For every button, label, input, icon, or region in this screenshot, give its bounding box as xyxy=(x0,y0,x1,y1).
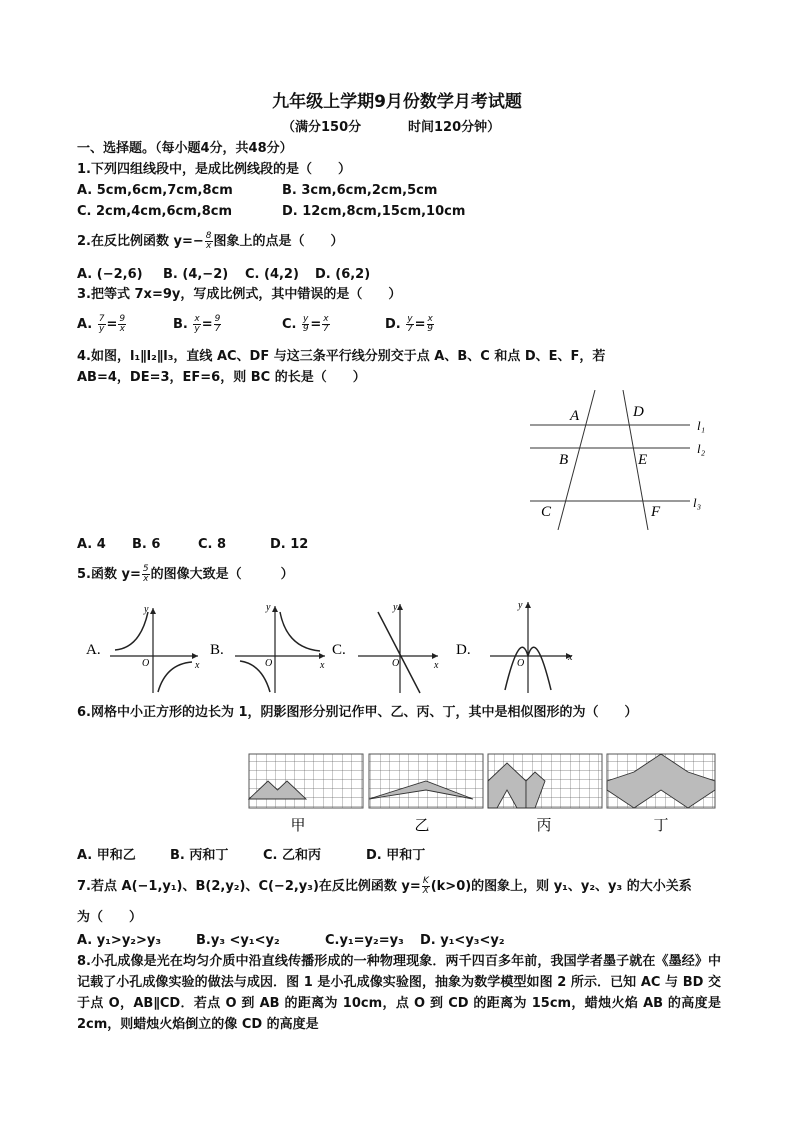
q3-option-d: D. $\frac{y}{7}$ = $\frac{x}{9}$ xyxy=(385,314,434,334)
grid-yi xyxy=(369,754,483,808)
q8-text: 8.小孔成像是光在均匀介质中沿直线传播形成的一种物理现象．两千四百多年前，我国学者墨子就在《墨经》中记载了小孔成像实验的做法与成因．图 1 是小孔成像实验图，抽象为数学模型如图 2 所示．已知 AC 与 BD 交于点 O，AB∥CD．若点 O 到 AB 的距离为 10cm，点 O 到 CD 的距离为 15cm，蜡烛火焰 AB 的高度是 2cm，则蜡烛火焰倒立的像 CD 的高度是 xyxy=(77,954,721,1032)
q5-stem-post: 的图像大致是（ ） xyxy=(150,567,294,582)
q7-option-c: C.y₁=y₂=y₃ xyxy=(325,933,404,948)
svg-text:O: O xyxy=(392,658,400,669)
q6-stem: 6.网格中小正方形的边长为 1，阴影图形分别记作甲、乙、丙、丁，其中是相似图形的为（ ） xyxy=(77,705,638,720)
subtitle-score: （满分150分 xyxy=(282,120,362,135)
q3-stem: 3.把等式 7x=9y，写成比例式，其中错误的是（ ） xyxy=(77,287,402,302)
svg-text:x: x xyxy=(320,660,325,671)
point-e-label: E xyxy=(638,452,648,468)
q2-stem-post: 图象上的点是（ ） xyxy=(213,234,344,249)
svg-text:x: x xyxy=(568,652,573,663)
l1-label: l₁ xyxy=(697,418,706,433)
svg-text:O: O xyxy=(265,658,273,669)
svg-text:O: O xyxy=(517,658,525,669)
q1-option-b: B. 3cm,6cm,2cm,5cm xyxy=(282,183,438,198)
graph-a xyxy=(110,604,200,693)
graph-a-label: A. xyxy=(86,642,101,658)
svg-text:y: y xyxy=(518,600,523,611)
q3-c-label: C. xyxy=(282,317,297,332)
q1-stem: 1.下列四组线段中，是成比例线段的是（ ） xyxy=(77,162,351,177)
svg-text:x: x xyxy=(434,660,439,671)
q4-option-c: C. 8 xyxy=(198,537,227,552)
point-f-label: F xyxy=(651,504,661,520)
point-b-label: B xyxy=(559,452,569,468)
q4-option-a: A. 4 xyxy=(77,537,106,552)
q4-option-b: B. 6 xyxy=(132,537,161,552)
subtitle-time: 时间120分钟） xyxy=(408,120,501,135)
q3-option-c: C. $\frac{y}{9}$ = $\frac{x}{7}$ xyxy=(282,314,329,334)
svg-text:x: x xyxy=(195,660,200,671)
q7-option-d: D. y₁<y₃<y₂ xyxy=(420,933,505,948)
graph-d xyxy=(490,600,573,693)
q6-grid-figures xyxy=(247,752,719,838)
page-title: 九年级上学期9月份数学月考试题 xyxy=(272,92,522,112)
q2-option-b: B. (4,−2) xyxy=(163,267,229,282)
q3-a-frac2: $\frac{9}{x}$ xyxy=(119,314,126,334)
q6-option-d: D. 甲和丁 xyxy=(366,848,426,863)
grid-label-bing: 丙 xyxy=(536,818,552,834)
q5-frac-den: x xyxy=(143,574,149,584)
q7-option-b: B.y₃ <y₁<y₂ xyxy=(196,933,280,948)
grid-label-jia: 甲 xyxy=(290,818,306,834)
svg-text:y: y xyxy=(144,604,149,615)
q2-option-d: D. (6,2) xyxy=(315,267,371,282)
q4-option-d: D. 12 xyxy=(270,537,309,552)
q3-a-label: A. xyxy=(77,317,93,332)
q7-stem xyxy=(77,877,692,896)
q7-frac-num: K xyxy=(422,876,429,886)
q3-d-frac1: $\frac{y}{7}$ xyxy=(407,314,413,334)
q2-frac-den: x xyxy=(205,241,212,251)
q6-option-a: A. 甲和乙 xyxy=(77,848,136,863)
q5-fraction xyxy=(142,565,150,584)
l3-label: l₃ xyxy=(693,495,702,510)
svg-text:y: y xyxy=(266,602,271,613)
section-heading: 一、选择题。（每小题4分，共48分） xyxy=(77,141,293,156)
q2-stem xyxy=(77,232,344,251)
l2-label: l₂ xyxy=(697,441,706,456)
q7-frac-den: X xyxy=(422,886,429,896)
q6-option-c: C. 乙和丙 xyxy=(263,848,322,863)
grid-bing xyxy=(488,754,602,808)
q3-c-frac1: $\frac{y}{9}$ xyxy=(302,314,309,334)
grid-ding xyxy=(607,754,715,808)
q7-stem-pre: 7.若点 A(−1,y₁)、B(2,y₂)、C(−2,y₃)在反比例函数 y= xyxy=(77,879,421,894)
q7-stem-post: (k>0)的图象上，则 y₁、y₂、y₃ 的大小关系 xyxy=(430,879,692,894)
q2-frac-num: 8 xyxy=(205,231,212,241)
q4-stem-line2: AB=4，DE=3，EF=6，则 BC 的长是（ ） xyxy=(77,370,366,385)
q7-option-a: A. y₁>y₂>y₃ xyxy=(77,933,162,948)
q3-a-frac1: $\frac{7}{y}$ xyxy=(98,314,105,334)
grid-label-ding: 丁 xyxy=(653,818,669,834)
graph-c-label: C. xyxy=(332,642,346,658)
q5-graph-options xyxy=(80,598,590,698)
q1-option-a: A. 5cm,6cm,7cm,8cm xyxy=(77,183,233,198)
q1-option-d: D. 12cm,8cm,15cm,10cm xyxy=(282,204,466,219)
q2-option-c: C. (4,2) xyxy=(245,267,299,282)
grid-label-yi: 乙 xyxy=(414,818,430,834)
point-d-label: D xyxy=(633,404,644,420)
q7-stem-line2: 为（ ） xyxy=(77,910,143,925)
q2-stem-pre: 2.在反比例函数 y=− xyxy=(77,234,204,249)
q3-option-a: A. $\frac{7}{y}$ = $\frac{9}{x}$ xyxy=(77,314,126,334)
svg-text:O: O xyxy=(142,658,150,669)
q4-stem-line1: 4.如图，l₁∥l₂∥l₃，直线 AC、DF 与这三条平行线分别交于点 A、B、C 和点 D、E、F，若 xyxy=(77,349,606,364)
q3-b-label: B. xyxy=(173,317,188,332)
q3-d-frac2: $\frac{x}{9}$ xyxy=(427,314,434,334)
svg-text:y: y xyxy=(393,602,398,613)
point-a-label: A xyxy=(570,408,580,424)
q3-b-frac2: $\frac{9}{7}$ xyxy=(214,314,221,334)
grid-jia xyxy=(249,754,363,808)
graph-b xyxy=(235,602,325,693)
q5-frac-num: 5 xyxy=(142,564,149,574)
q3-option-b: B. $\frac{x}{y}$ = $\frac{9}{7}$ xyxy=(173,314,221,334)
q3-d-label: D. xyxy=(385,317,401,332)
q3-b-frac1: $\frac{x}{y}$ xyxy=(194,314,200,334)
q2-option-a: A. (−2,6) xyxy=(77,267,143,282)
q5-stem-pre: 5.函数 y= xyxy=(77,567,141,582)
q6-option-b: B. 丙和丁 xyxy=(170,848,229,863)
graph-c xyxy=(358,602,439,693)
graph-d-label: D. xyxy=(456,642,471,658)
q4-parallel-lines-figure xyxy=(525,390,725,530)
q1-option-c: C. 2cm,4cm,6cm,8cm xyxy=(77,204,233,219)
graph-b-label: B. xyxy=(210,642,224,658)
q3-c-frac2: $\frac{x}{7}$ xyxy=(323,314,329,334)
q7-fraction xyxy=(422,877,430,896)
q5-stem xyxy=(77,565,294,584)
point-c-label: C xyxy=(541,504,552,520)
q2-fraction xyxy=(205,232,213,251)
